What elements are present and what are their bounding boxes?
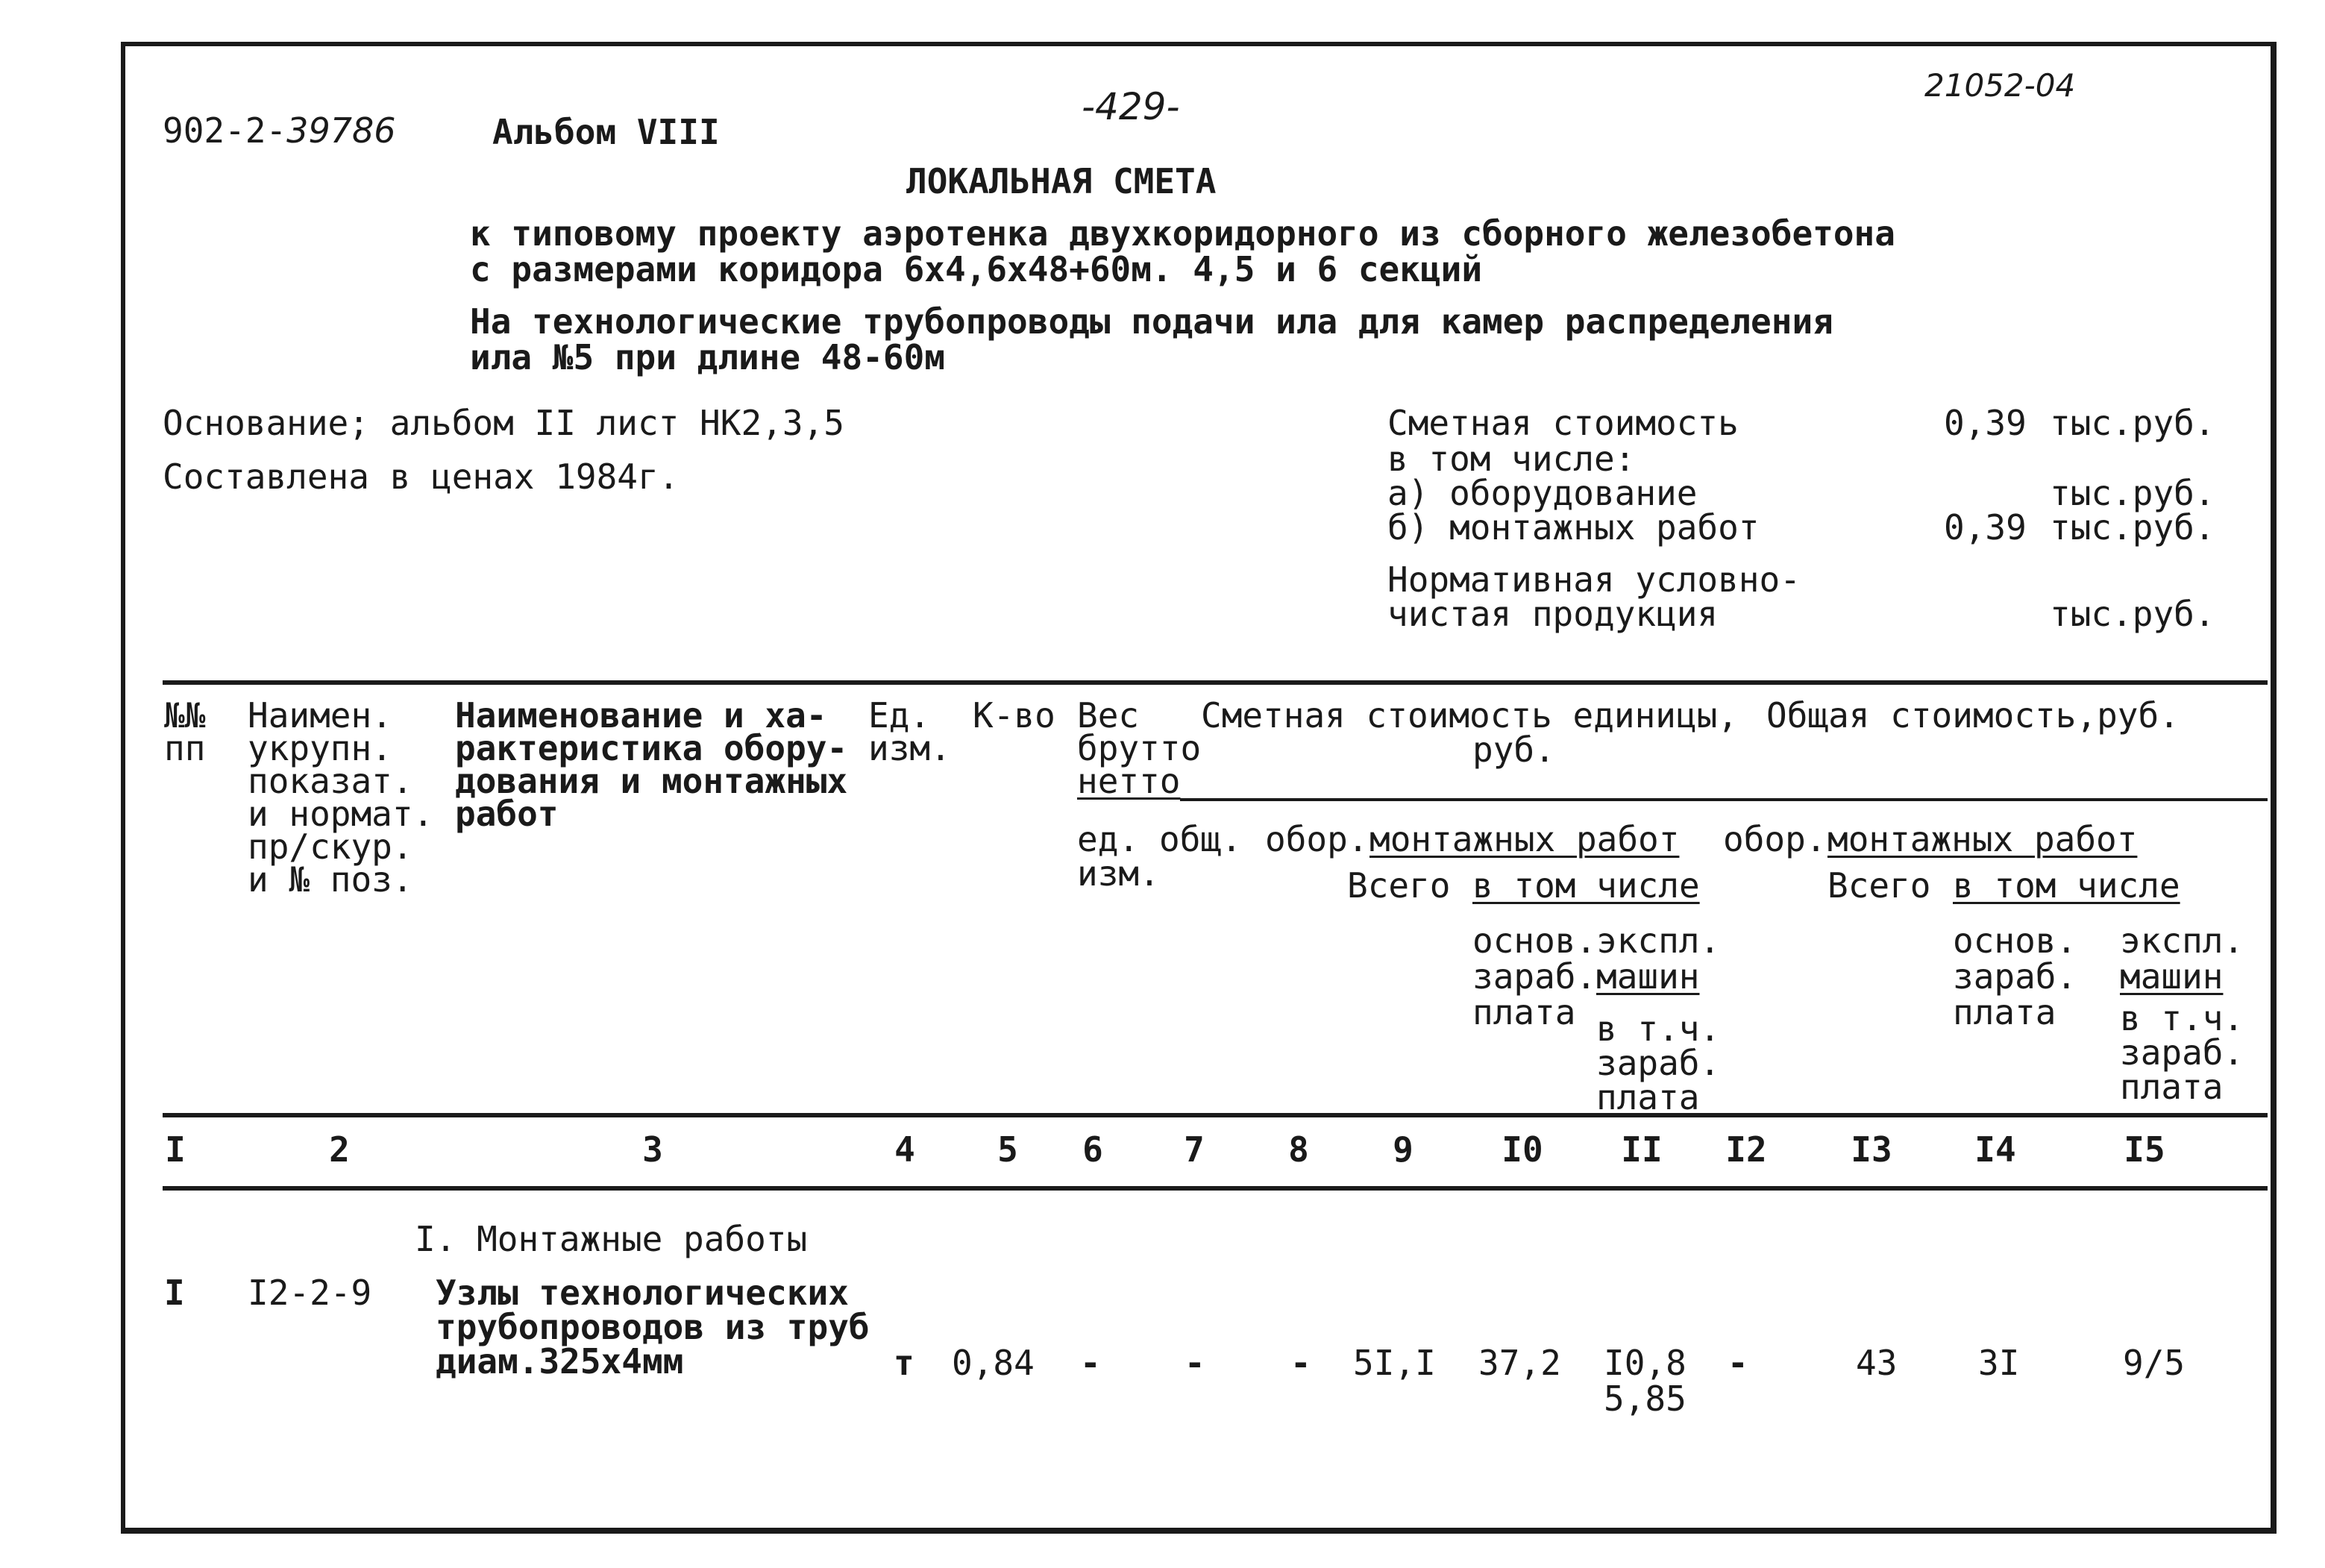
col-number-9: 9 — [1393, 1129, 1413, 1170]
row-qty: 0,84 — [952, 1343, 1035, 1383]
page-number: -429- — [1082, 85, 1180, 128]
hdr-col3-l3: дования и монтажных — [455, 761, 848, 801]
row-name-l3: диам.325x4мм — [436, 1341, 684, 1382]
col-number-2: 2 — [329, 1129, 350, 1170]
hdr-col4-l1: Ед. — [868, 695, 931, 736]
hdr-col3-l2: рактеристика обору- — [455, 728, 848, 768]
hdr-col2-l4: и нормат. — [248, 794, 434, 834]
subject-line-1: На технологические трубопроводы подачи ила для камер распределения — [470, 301, 1833, 342]
col-number-15: I5 — [2124, 1129, 2165, 1170]
hdr-mach1-wage-l2: зараб. — [1596, 1043, 1721, 1083]
hdr-equip-total: обор. — [1723, 819, 1827, 859]
hdr-mach2-wage-l3: плата — [2120, 1067, 2224, 1107]
col-number-8: 8 — [1288, 1129, 1309, 1170]
estimated-cost-label: Сметная стоимость — [1387, 403, 1739, 443]
hdr-incl-2: в том числе — [1953, 865, 2180, 906]
album-label: Альбом VIII — [492, 112, 720, 152]
normative-label-1: Нормативная условно- — [1387, 559, 1801, 600]
row-name-l2: трубопроводов из труб — [436, 1307, 870, 1347]
row-c7: - — [1185, 1343, 1205, 1383]
row-c15: 9/5 — [2123, 1343, 2186, 1383]
document-number: 21052-04 — [1924, 67, 2076, 104]
hdr-mach1-wage-l3: плата — [1596, 1077, 1700, 1117]
subtitle-line-2: с размерами коридора 6x4,6x48+60м. 4,5 и 6 секций — [470, 249, 1483, 289]
basis-text: Основание; альбом II лист НК2,3,5 — [163, 403, 844, 443]
header-rule-1 — [1180, 798, 2268, 801]
col-number-4: 4 — [894, 1129, 915, 1170]
hdr-mach2-l2: машин — [2120, 956, 2224, 997]
row-unit: т — [894, 1343, 914, 1383]
hdr-col4-l2: изм. — [868, 728, 951, 768]
col-number-1: I — [165, 1129, 186, 1170]
hdr-wage2-l2: зараб. — [1953, 956, 2077, 997]
hdr-total-weight: общ. — [1159, 819, 1242, 859]
hdr-install-total: монтажных работ — [1827, 819, 2138, 859]
normative-label-2: чистая продукция — [1387, 594, 1719, 634]
hdr-col2-l6: и № поз. — [248, 859, 413, 900]
hdr-weight-l3: нетто — [1077, 761, 1181, 801]
hdr-col2-l1: Наимен. — [248, 695, 392, 736]
hdr-mach1-wage-l1: в т.ч. — [1596, 1009, 1721, 1049]
hdr-col5: К-во — [973, 695, 1055, 736]
hdr-col3-l1: Наименование и ха- — [455, 695, 827, 736]
hdr-wage2-l1: основ. — [1953, 921, 2077, 961]
col-number-13: I3 — [1851, 1129, 1892, 1170]
hdr-col1-l2: пп — [164, 728, 206, 768]
row-name-l1: Узлы технологических — [436, 1273, 849, 1313]
col-number-6: 6 — [1082, 1129, 1103, 1170]
col-number-5: 5 — [997, 1129, 1018, 1170]
equipment-label: а) оборудование — [1387, 473, 1698, 513]
hdr-mach1-l2: машин — [1596, 956, 1700, 997]
hdr-col2-l3: показат. — [248, 761, 413, 801]
hdr-unit-cost: Сметная стоимость единицы, — [1201, 695, 1739, 736]
section-title: I. Монтажные работы — [415, 1219, 808, 1259]
estimated-cost-unit: тыс.руб. — [2050, 403, 2215, 443]
prices-text: Составлена в ценах 1984г. — [163, 457, 680, 497]
hdr-weight-l1: Вес — [1077, 695, 1140, 736]
row-c11: I0,8 — [1604, 1343, 1687, 1383]
col-number-3: 3 — [642, 1129, 663, 1170]
installation-label: б) монтажных работ — [1387, 507, 1760, 548]
col-number-11: II — [1621, 1129, 1663, 1170]
table-top-rule — [163, 680, 2268, 685]
row-c6: - — [1080, 1343, 1101, 1383]
subtitle-line-1: к типовому проекту аэротенка двухкоридорного из сборного железобетона — [470, 213, 1895, 254]
equipment-unit: тыс.руб. — [2050, 473, 2215, 513]
row-c11-wage: 5,85 — [1604, 1379, 1687, 1419]
hdr-mach1-l1: экспл. — [1596, 921, 1721, 961]
col-number-12: I2 — [1725, 1129, 1767, 1170]
col-number-14: I4 — [1974, 1129, 2016, 1170]
subject-line-2: ила №5 при длине 48-60м — [470, 337, 945, 377]
hdr-wage1-l2: зараб. — [1472, 956, 1597, 997]
hdr-col2-l5: пр/скур. — [248, 827, 413, 867]
hdr-wage2-l3: плата — [1953, 992, 2056, 1032]
row-code: I2-2-9 — [248, 1273, 372, 1313]
row-c9: 5I,I — [1353, 1343, 1436, 1383]
hdr-weight-l2: брутто — [1077, 728, 1202, 768]
row-num: I — [164, 1273, 185, 1313]
hdr-wage1-l3: плата — [1472, 992, 1576, 1032]
hdr-total-2: Всего — [1827, 865, 1931, 906]
row-c10: 37,2 — [1478, 1343, 1561, 1383]
doc-code: 902-2-39786 — [163, 110, 396, 151]
hdr-unit-meas-l1: ед. — [1077, 819, 1140, 859]
col-number-7: 7 — [1184, 1129, 1205, 1170]
header-bottom-rule — [163, 1113, 2268, 1117]
hdr-total-cost: Общая стоимость,руб. — [1766, 695, 2180, 736]
row-c14: 3I — [1978, 1343, 2020, 1383]
hdr-mach2-wage-l2: зараб. — [2120, 1032, 2244, 1073]
col-numbers-rule — [163, 1186, 2268, 1191]
hdr-total-1: Всего — [1347, 865, 1451, 906]
installation-value: 0,39 — [1944, 507, 2027, 548]
hdr-wage1-l1: основ. — [1472, 921, 1597, 961]
row-c12: - — [1728, 1343, 1748, 1383]
hdr-install-unit: монтажных работ — [1369, 819, 1680, 859]
row-c13: 43 — [1856, 1343, 1898, 1383]
hdr-unit-cost-rub: руб. — [1472, 730, 1555, 770]
col-number-10: I0 — [1502, 1129, 1543, 1170]
row-c8: - — [1290, 1343, 1311, 1383]
hdr-col2-l2: укрупн. — [248, 728, 392, 768]
document-title: ЛОКАЛЬНАЯ СМЕТА — [906, 161, 1217, 201]
hdr-incl-1: в том числе — [1472, 865, 1700, 906]
estimated-cost-value: 0,39 — [1944, 403, 2027, 443]
hdr-col3-l4: работ — [455, 794, 559, 834]
including-label: в том числе: — [1387, 439, 1636, 479]
hdr-col1-l1: №№ — [164, 695, 206, 736]
hdr-mach2-l1: экспл. — [2120, 921, 2244, 961]
hdr-equip-unit: обор. — [1265, 819, 1369, 859]
normative-unit: тыс.руб. — [2050, 594, 2215, 634]
hdr-mach2-wage-l1: в т.ч. — [2120, 998, 2244, 1038]
installation-unit: тыс.руб. — [2050, 507, 2215, 548]
hdr-unit-meas-l2: изм. — [1077, 853, 1160, 894]
